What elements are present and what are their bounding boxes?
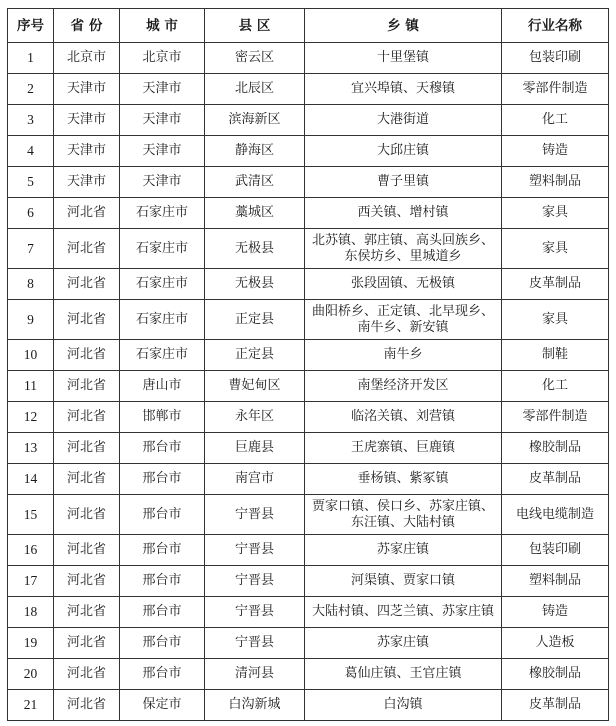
cell-industry: 包装印刷 — [502, 43, 609, 74]
cell-town: 大港街道 — [305, 105, 502, 136]
cell-city: 天津市 — [120, 136, 205, 167]
header-industry: 行业名称 — [502, 9, 609, 43]
cell-index: 8 — [8, 269, 54, 300]
document-page — [7, 8, 608, 721]
cell-county: 宁晋县 — [205, 495, 305, 535]
cell-town: 曹子里镇 — [305, 167, 502, 198]
cell-city: 邢台市 — [120, 535, 205, 566]
cell-province: 河北省 — [54, 433, 120, 464]
cell-town: 贾家口镇、侯口乡、苏家庄镇、东汪镇、大陆村镇 — [305, 495, 502, 535]
cell-index: 4 — [8, 136, 54, 167]
cell-industry: 塑料制品 — [502, 566, 609, 597]
cell-index: 6 — [8, 198, 54, 229]
cell-town: 大陆村镇、四芝兰镇、苏家庄镇 — [305, 597, 502, 628]
cell-province: 河北省 — [54, 495, 120, 535]
cell-province: 河北省 — [54, 464, 120, 495]
cell-town: 河渠镇、贾家口镇 — [305, 566, 502, 597]
cell-county: 无极县 — [205, 269, 305, 300]
cell-county: 武清区 — [205, 167, 305, 198]
cell-province: 河北省 — [54, 300, 120, 340]
cell-index: 14 — [8, 464, 54, 495]
cell-town: 葛仙庄镇、王官庄镇 — [305, 659, 502, 690]
table-row — [8, 535, 609, 566]
cell-city: 天津市 — [120, 105, 205, 136]
cell-industry: 化工 — [502, 105, 609, 136]
cell-industry: 皮革制品 — [502, 464, 609, 495]
cell-industry: 铸造 — [502, 597, 609, 628]
cell-town: 苏家庄镇 — [305, 628, 502, 659]
cell-province: 河北省 — [54, 659, 120, 690]
cell-province: 天津市 — [54, 74, 120, 105]
cell-city: 邢台市 — [120, 566, 205, 597]
cell-county: 南宫市 — [205, 464, 305, 495]
cell-county: 北辰区 — [205, 74, 305, 105]
cell-city: 邢台市 — [120, 628, 205, 659]
header-row — [8, 9, 609, 43]
cell-industry: 电线电缆制造 — [502, 495, 609, 535]
cell-county: 永年区 — [205, 402, 305, 433]
cell-province: 天津市 — [54, 167, 120, 198]
table-row — [8, 628, 609, 659]
cell-city: 石家庄市 — [120, 300, 205, 340]
cell-town: 王虎寨镇、巨鹿镇 — [305, 433, 502, 464]
table-row — [8, 43, 609, 74]
cell-industry: 橡胶制品 — [502, 433, 609, 464]
cell-index: 21 — [8, 690, 54, 721]
cell-index: 10 — [8, 340, 54, 371]
cell-town: 大邱庄镇 — [305, 136, 502, 167]
cell-province: 河北省 — [54, 198, 120, 229]
cell-city: 邢台市 — [120, 433, 205, 464]
cell-province: 天津市 — [54, 136, 120, 167]
table-row — [8, 340, 609, 371]
cell-city: 邢台市 — [120, 659, 205, 690]
table-row — [8, 690, 609, 721]
table-row — [8, 136, 609, 167]
table-row — [8, 105, 609, 136]
cell-town: 曲阳桥乡、正定镇、北早现乡、南牛乡、新安镇 — [305, 300, 502, 340]
cell-province: 天津市 — [54, 105, 120, 136]
table-row — [8, 269, 609, 300]
cell-county: 密云区 — [205, 43, 305, 74]
header-county: 县 区 — [205, 9, 305, 43]
cell-index: 5 — [8, 167, 54, 198]
table-body — [8, 43, 609, 721]
cell-province: 河北省 — [54, 229, 120, 269]
cell-town: 西关镇、增村镇 — [305, 198, 502, 229]
cell-county: 宁晋县 — [205, 566, 305, 597]
cell-town: 苏家庄镇 — [305, 535, 502, 566]
cell-industry: 塑料制品 — [502, 167, 609, 198]
cell-industry: 零部件制造 — [502, 74, 609, 105]
cell-index: 2 — [8, 74, 54, 105]
cell-industry: 橡胶制品 — [502, 659, 609, 690]
cell-industry: 化工 — [502, 371, 609, 402]
table-row — [8, 74, 609, 105]
table-row — [8, 167, 609, 198]
cell-industry: 人造板 — [502, 628, 609, 659]
table-header — [8, 9, 609, 43]
cell-city: 石家庄市 — [120, 269, 205, 300]
cell-county: 正定县 — [205, 340, 305, 371]
cell-index: 19 — [8, 628, 54, 659]
cell-industry: 铸造 — [502, 136, 609, 167]
cell-industry: 包装印刷 — [502, 535, 609, 566]
cell-county: 宁晋县 — [205, 628, 305, 659]
header-city: 城 市 — [120, 9, 205, 43]
cell-province: 河北省 — [54, 566, 120, 597]
cell-index: 7 — [8, 229, 54, 269]
cell-index: 11 — [8, 371, 54, 402]
cell-province: 北京市 — [54, 43, 120, 74]
cell-county: 白沟新城 — [205, 690, 305, 721]
table-row — [8, 300, 609, 340]
cell-province: 河北省 — [54, 402, 120, 433]
cell-town: 张段固镇、无极镇 — [305, 269, 502, 300]
cell-city: 石家庄市 — [120, 198, 205, 229]
table-row — [8, 464, 609, 495]
industry-table — [7, 8, 609, 721]
cell-county: 巨鹿县 — [205, 433, 305, 464]
cell-index: 1 — [8, 43, 54, 74]
cell-town: 宜兴埠镇、天穆镇 — [305, 74, 502, 105]
cell-index: 20 — [8, 659, 54, 690]
table-row — [8, 198, 609, 229]
cell-city: 天津市 — [120, 167, 205, 198]
cell-city: 邢台市 — [120, 464, 205, 495]
cell-province: 河北省 — [54, 269, 120, 300]
cell-town: 南堡经济开发区 — [305, 371, 502, 402]
cell-town: 垂杨镇、紫冢镇 — [305, 464, 502, 495]
cell-city: 北京市 — [120, 43, 205, 74]
cell-province: 河北省 — [54, 535, 120, 566]
cell-city: 天津市 — [120, 74, 205, 105]
cell-county: 正定县 — [205, 300, 305, 340]
cell-town: 南牛乡 — [305, 340, 502, 371]
cell-index: 17 — [8, 566, 54, 597]
cell-town: 北苏镇、郭庄镇、高头回族乡、东侯坊乡、里城道乡 — [305, 229, 502, 269]
cell-province: 河北省 — [54, 628, 120, 659]
cell-county: 滨海新区 — [205, 105, 305, 136]
cell-county: 宁晋县 — [205, 535, 305, 566]
cell-province: 河北省 — [54, 597, 120, 628]
table-row — [8, 597, 609, 628]
cell-city: 石家庄市 — [120, 340, 205, 371]
table-row — [8, 402, 609, 433]
cell-city: 邢台市 — [120, 597, 205, 628]
cell-town: 临洺关镇、刘营镇 — [305, 402, 502, 433]
cell-county: 无极县 — [205, 229, 305, 269]
header-town: 乡 镇 — [305, 9, 502, 43]
table-row — [8, 229, 609, 269]
cell-index: 18 — [8, 597, 54, 628]
cell-town: 十里堡镇 — [305, 43, 502, 74]
cell-county: 宁晋县 — [205, 597, 305, 628]
cell-index: 9 — [8, 300, 54, 340]
cell-province: 河北省 — [54, 371, 120, 402]
cell-city: 邢台市 — [120, 495, 205, 535]
cell-index: 15 — [8, 495, 54, 535]
cell-county: 清河县 — [205, 659, 305, 690]
cell-city: 石家庄市 — [120, 229, 205, 269]
cell-county: 藁城区 — [205, 198, 305, 229]
cell-industry: 家具 — [502, 229, 609, 269]
cell-city: 邯郸市 — [120, 402, 205, 433]
cell-industry: 家具 — [502, 198, 609, 229]
table-row — [8, 371, 609, 402]
cell-industry: 皮革制品 — [502, 269, 609, 300]
cell-city: 唐山市 — [120, 371, 205, 402]
cell-town: 白沟镇 — [305, 690, 502, 721]
table-row — [8, 659, 609, 690]
table-row — [8, 495, 609, 535]
cell-city: 保定市 — [120, 690, 205, 721]
cell-province: 河北省 — [54, 690, 120, 721]
table-row — [8, 433, 609, 464]
cell-index: 13 — [8, 433, 54, 464]
cell-industry: 制鞋 — [502, 340, 609, 371]
cell-index: 3 — [8, 105, 54, 136]
cell-industry: 零部件制造 — [502, 402, 609, 433]
cell-industry: 家具 — [502, 300, 609, 340]
header-index: 序号 — [8, 9, 54, 43]
header-province: 省 份 — [54, 9, 120, 43]
cell-industry: 皮革制品 — [502, 690, 609, 721]
table-row — [8, 566, 609, 597]
cell-index: 16 — [8, 535, 54, 566]
cell-county: 静海区 — [205, 136, 305, 167]
cell-index: 12 — [8, 402, 54, 433]
cell-province: 河北省 — [54, 340, 120, 371]
cell-county: 曹妃甸区 — [205, 371, 305, 402]
